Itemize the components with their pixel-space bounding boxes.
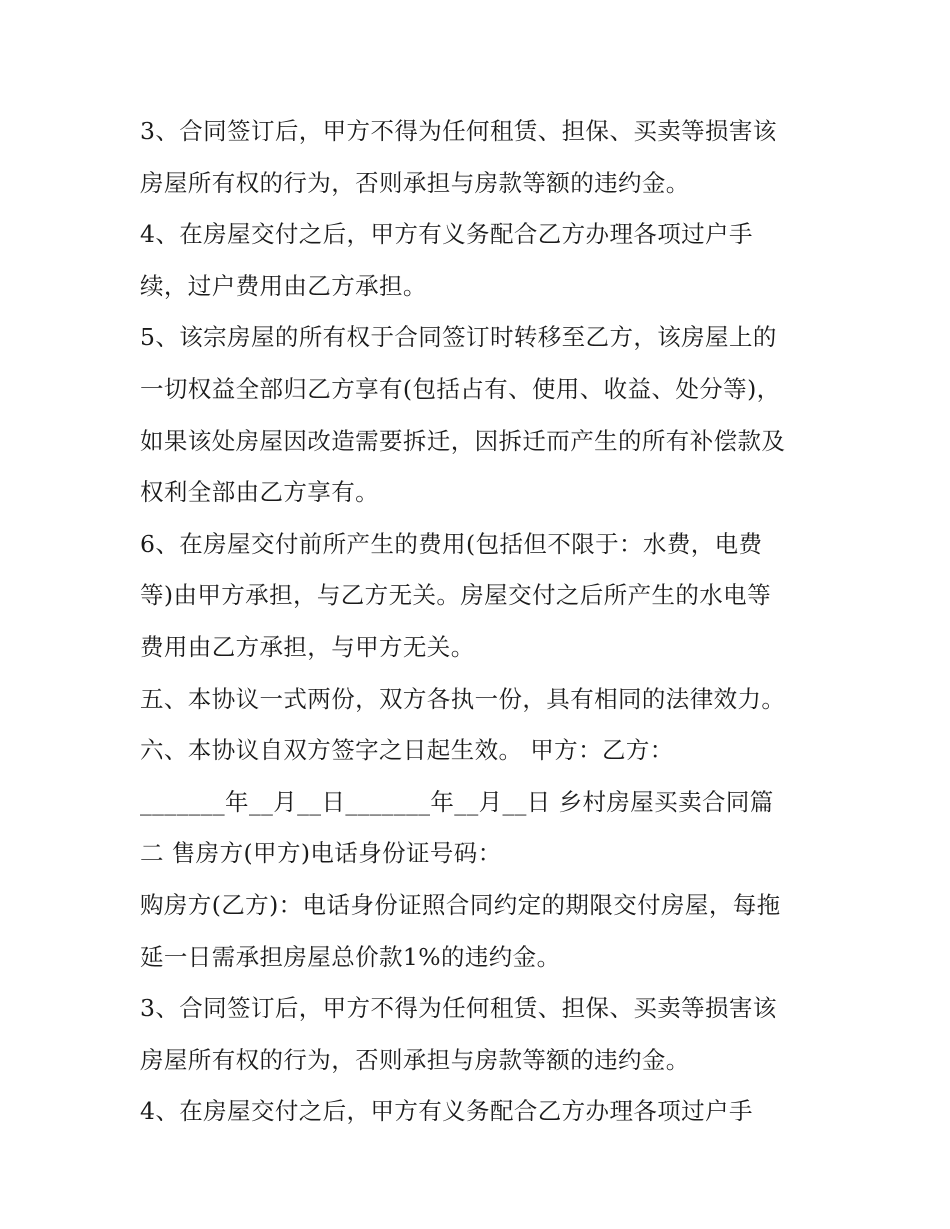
text-line: 3、合同签订后，甲方不得为任何租赁、担保、买卖等损害该 (140, 117, 777, 145)
text-line: 权利全部由乙方享有。 (140, 478, 379, 507)
text-line: 五、本协议一式两份，双方各执一份，具有相同的法律效力。 (140, 684, 786, 713)
text-line: 房屋所有权的行为，否则承担与房款等额的违约金。 (140, 1045, 690, 1074)
text-line: 3、合同签订后，甲方不得为任何租赁、担保、买卖等损害该 (140, 994, 777, 1023)
text-line: 5、该宗房屋的所有权于合同签订时转移至乙方，该房屋上的 (140, 323, 777, 352)
text-line: 购房方(乙方)：电话身份证照合同约定的期限交付房屋，每拖 (140, 890, 781, 919)
text-line: 延一日需承担房屋总价款1%的违约金。 (140, 942, 561, 971)
text-line: 费用由乙方承担，与甲方无关。 (140, 632, 475, 661)
text-line: 4、在房屋交付之后，甲方有义务配合乙方办理各项过户手 (140, 1097, 753, 1126)
signature-date-line: _______年__月__日_______年__月__日 乡村房屋买卖合同篇 (140, 787, 774, 816)
text-line: 等)由甲方承担，与乙方无关。房屋交付之后所产生的水电等 (140, 581, 771, 610)
text-line: 如果该处房屋因改造需要拆迁，因拆迁而产生的所有补偿款及 (140, 426, 786, 455)
text-line: 4、在房屋交付之后，甲方有义务配合乙方办理各项过户手 (140, 220, 753, 249)
text-line: 一切权益全部归乙方享有(包括占有、使用、收益、处分等)， (140, 374, 781, 403)
text-line: 六、本协议自双方签字之日起生效。 甲方：乙方： (140, 736, 674, 765)
document-body (140, 106, 820, 1138)
text-line: 6、在房屋交付前所产生的费用(包括但不限于：水费，电费 (140, 529, 763, 558)
text-line: 续，过户费用由乙方承担。 (140, 271, 427, 300)
text-line: 房屋所有权的行为，否则承担与房款等额的违约金。 (140, 168, 690, 197)
text-line: 二 售房方(甲方)电话身份证号码： (140, 839, 502, 868)
